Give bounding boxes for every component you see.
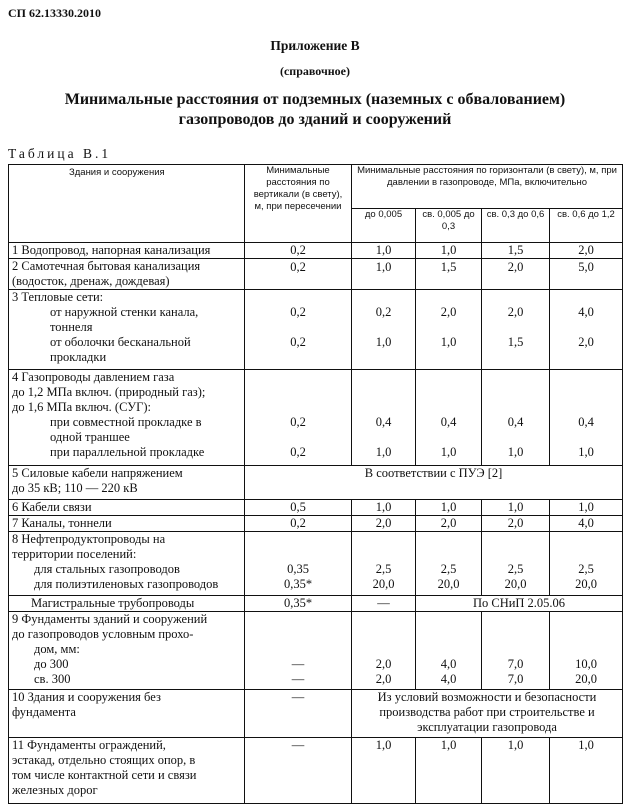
- cell-value: 20,0: [504, 577, 527, 591]
- cell-value: 2,0: [578, 335, 594, 349]
- header-vertical: Минимальные расстояния по вертикали (в свету), м, при пересечении: [245, 165, 352, 243]
- cell-value: 1,0: [440, 445, 457, 459]
- cell-group: [352, 612, 416, 690]
- row-name-line: дом, мм:: [34, 642, 80, 656]
- table-row: [9, 690, 623, 738]
- header-pressure-4: св. 0,6 до 1,2: [550, 209, 623, 243]
- cell-value: 1,0: [416, 500, 482, 516]
- note-line: производства работ при строительстве и: [379, 705, 595, 719]
- row-name-line: до 35 кВ; 110 — 220 кВ: [12, 481, 138, 495]
- cell-value: 2,0: [482, 259, 550, 290]
- cell-value: 1,0: [482, 738, 550, 804]
- cell-group: [482, 532, 550, 596]
- cell-value: 2,5: [440, 562, 457, 576]
- row-name-line: при совместной прокладке в: [50, 415, 202, 429]
- cell-value: 2,5: [578, 562, 594, 576]
- row-name-line: 5 Силовые кабели напряжением: [12, 466, 183, 480]
- row-name-line: от оболочки бесканальной: [50, 335, 191, 349]
- table-row: [9, 516, 623, 532]
- row-name-line: 10 Здания и сооружения без: [12, 690, 161, 704]
- cell-value: 0,2: [290, 445, 306, 459]
- cell-value: 1,5: [482, 243, 550, 259]
- table-row: [9, 612, 623, 690]
- cell-value: 1,5: [507, 335, 524, 349]
- cell-value: 2,0: [375, 657, 392, 671]
- cell-value: 0,2: [290, 305, 306, 319]
- row-name: [9, 290, 245, 370]
- cell-value: 0,35*: [283, 577, 313, 591]
- cell-value: 0,4: [440, 415, 457, 429]
- row-name-line: до 1,6 МПа включ. (СУГ):: [12, 400, 151, 414]
- cell-value: 1,0: [550, 500, 623, 516]
- cell-vertical: 0,35*: [245, 596, 352, 612]
- cell-group: [352, 370, 416, 466]
- cell-note: В соответствии с ПУЭ [2]: [245, 466, 623, 500]
- cell-value: 20,0: [575, 672, 597, 686]
- title-line-2: газопроводов до зданий и сооружений: [178, 111, 452, 128]
- cell-value: 2,0: [482, 516, 550, 532]
- header-pressure-2: св. 0,005 до 0,3: [416, 209, 482, 243]
- header-buildings: Здания и сооружения: [9, 165, 245, 243]
- table-row: [9, 500, 623, 516]
- cell-vertical: 0,2: [245, 259, 352, 290]
- cell-value: 0,4: [578, 415, 594, 429]
- cell-vertical: 0,5: [245, 500, 352, 516]
- cell-group: [550, 290, 623, 370]
- row-name-line: до 1,2 МПа включ. (природный газ);: [12, 385, 206, 399]
- cell-value: —: [352, 596, 416, 612]
- cell-value: 1,0: [578, 445, 594, 459]
- row-name-line: железных дорог: [12, 783, 98, 797]
- cell-group: [352, 290, 416, 370]
- row-name: 7 Каналы, тоннели: [9, 516, 245, 532]
- header-pressure-1: до 0,005: [352, 209, 416, 243]
- cell-value: —: [291, 657, 305, 671]
- row-name-line: 2 Самотечная бытовая канализация: [12, 259, 201, 273]
- row-name-line: территории поселений:: [12, 547, 137, 561]
- note-line: эксплуатации газопровода: [417, 720, 557, 734]
- cell-value: 1,0: [550, 738, 623, 804]
- cell-vertical: 0,2: [245, 516, 352, 532]
- cell-group: [416, 612, 482, 690]
- cell-value: 7,0: [507, 657, 524, 671]
- header-horizontal: Минимальные расстояния по горизонтали (в свету), м, при давлении в газопроводе, МПа, включительно: [352, 165, 623, 209]
- header-pressure-3: св. 0,3 до 0,6: [482, 209, 550, 243]
- cell-value: 2,0: [440, 305, 457, 319]
- table-row: [9, 466, 623, 500]
- row-name-line: (водосток, дренаж, дождевая): [12, 274, 170, 288]
- cell-value: 0,2: [290, 335, 306, 349]
- cell-value: 5,0: [550, 259, 623, 290]
- table-row: [9, 290, 623, 370]
- cell-value: 4,0: [578, 305, 594, 319]
- table-row: [9, 259, 623, 290]
- cell-value: 2,5: [375, 562, 392, 576]
- cell-group: [482, 370, 550, 466]
- row-name-line: том числе контактной сети и связи: [12, 768, 197, 782]
- row-name-line: тоннеля: [50, 320, 93, 334]
- cell-group: [416, 532, 482, 596]
- cell-vertical: [245, 290, 352, 370]
- cell-value: 20,0: [437, 577, 460, 591]
- row-name: [9, 738, 245, 804]
- table-label: Таблица В.1: [8, 146, 112, 161]
- cell-value: 1,0: [375, 445, 392, 459]
- row-name: 6 Кабели связи: [9, 500, 245, 516]
- cell-value: —: [291, 672, 305, 686]
- cell-note: [352, 690, 623, 738]
- cell-group: [416, 290, 482, 370]
- cell-value: 20,0: [372, 577, 395, 591]
- cell-value: 1,0: [375, 335, 392, 349]
- row-name-line: эстакад, отдельно стоящих опор, в: [12, 753, 196, 767]
- cell-value: 10,0: [575, 657, 597, 671]
- row-name: [9, 532, 245, 596]
- cell-value: 1,0: [352, 259, 416, 290]
- cell-value: 4,0: [440, 657, 457, 671]
- row-name-line: при параллельной прокладке: [50, 445, 205, 459]
- row-name-line: 9 Фундаменты зданий и сооружений: [12, 612, 208, 626]
- cell-value: 2,0: [507, 305, 524, 319]
- row-name-line: одной траншее: [50, 430, 130, 444]
- document-title: [0, 90, 630, 130]
- row-name-line: 8 Нефтепродуктопроводы на: [12, 532, 166, 546]
- cell-value: 1,0: [352, 738, 416, 804]
- cell-value: 0,4: [375, 415, 392, 429]
- row-name-line: фундамента: [12, 705, 76, 719]
- cell-value: 2,5: [507, 562, 524, 576]
- row-name-line: для стальных газопроводов: [34, 562, 180, 576]
- title-line-1: Минимальные расстояния от подземных (наземных с обвалованием): [64, 91, 566, 108]
- row-name: [9, 259, 245, 290]
- cell-group: [482, 612, 550, 690]
- cell-vertical: 0,2: [245, 243, 352, 259]
- row-name-line: для полиэтиленовых газопроводов: [34, 577, 219, 591]
- cell-value: 1,0: [416, 738, 482, 804]
- cell-vertical: [245, 532, 352, 596]
- table-row: [9, 596, 623, 612]
- row-name: 1 Водопровод, напорная канализация: [9, 243, 245, 259]
- row-name: [9, 690, 245, 738]
- cell-value: 1,0: [482, 500, 550, 516]
- cell-value: 0,4: [507, 415, 524, 429]
- cell-group: [482, 290, 550, 370]
- cell-value: 1,0: [352, 500, 416, 516]
- cell-value: 1,5: [416, 259, 482, 290]
- cell-group: [550, 612, 623, 690]
- table-row: [9, 532, 623, 596]
- cell-group: [352, 532, 416, 596]
- cell-value: 2,0: [550, 243, 623, 259]
- cell-group: [550, 370, 623, 466]
- table-row: [9, 243, 623, 259]
- cell-vertical: [245, 370, 352, 466]
- cell-value: 4,0: [440, 672, 457, 686]
- distances-table: [8, 164, 623, 804]
- cell-vertical: —: [245, 690, 352, 738]
- appendix-type: (справочное): [279, 64, 350, 78]
- cell-value: 1,0: [416, 243, 482, 259]
- row-name-line: от наружной стенки канала,: [50, 305, 199, 319]
- row-name-line: прокладки: [50, 350, 107, 364]
- cell-value: 2,0: [416, 516, 482, 532]
- row-name-line: 3 Тепловые сети:: [12, 290, 104, 304]
- row-name: [9, 370, 245, 466]
- row-name-line: 4 Газопроводы давлением газа: [12, 370, 175, 384]
- cell-value: 0,35: [287, 562, 309, 576]
- row-name-line: до 300: [34, 657, 69, 671]
- cell-group: [550, 532, 623, 596]
- document-code: СП 62.13330.2010: [8, 6, 101, 20]
- table-row: [9, 738, 623, 804]
- cell-vertical: —: [245, 738, 352, 804]
- cell-group: [416, 370, 482, 466]
- cell-value: 4,0: [550, 516, 623, 532]
- cell-value: 1,0: [440, 335, 457, 349]
- cell-vertical: [245, 612, 352, 690]
- cell-value: 2,0: [375, 672, 392, 686]
- cell-value: 20,0: [575, 577, 597, 591]
- cell-note: По СНиП 2.05.06: [416, 596, 623, 612]
- row-name-line: до газопроводов условным прохо-: [12, 627, 194, 641]
- row-name: [9, 612, 245, 690]
- note-line: Из условий возможности и безопасности: [377, 690, 597, 704]
- cell-value: 7,0: [507, 672, 524, 686]
- cell-value: 0,2: [375, 305, 392, 319]
- cell-value: 1,0: [507, 445, 524, 459]
- row-name-line: св. 300: [34, 672, 71, 686]
- cell-value: 0,2: [290, 415, 306, 429]
- row-name: [9, 466, 245, 500]
- cell-value: 2,0: [352, 516, 416, 532]
- cell-value: 1,0: [352, 243, 416, 259]
- row-name-line: 11 Фундаменты ограждений,: [12, 738, 166, 752]
- appendix-heading: Приложение В: [270, 38, 360, 53]
- table-row: [9, 370, 623, 466]
- row-name: Магистральные трубопроводы: [9, 596, 245, 612]
